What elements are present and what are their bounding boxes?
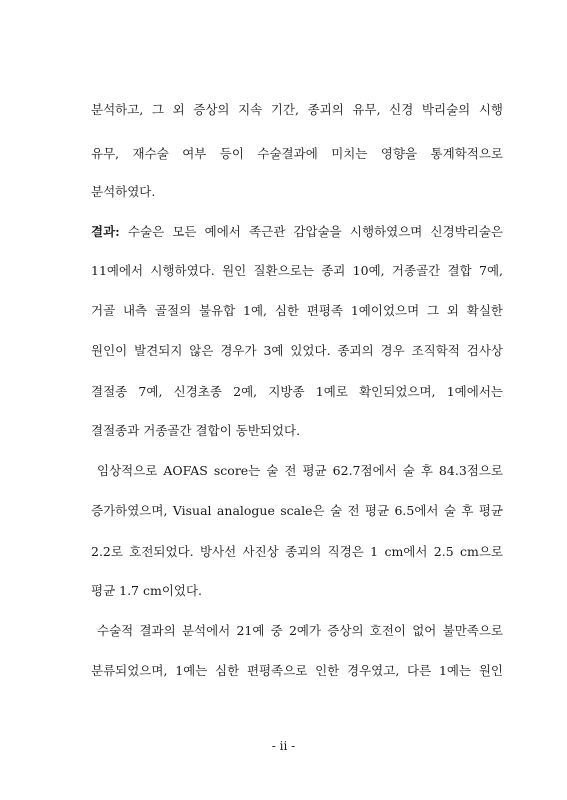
text-line: 분석하였다. — [91, 184, 156, 199]
text-line: 평균 1.7 cm이었다. — [91, 583, 203, 598]
text-line: 분석하고, 그 외 증상의 지속 기간, 종괴의 유무, 신경 박리술의 시행 — [91, 102, 503, 117]
text-line: 임상적으로 AOFAS score는 술 전 평균 62.7점에서 술 후 84.3점으로 — [97, 463, 503, 478]
text-line: 11예에서 시행하였다. 원인 질환으로는 종괴 10예, 거종골간 결합 7예, — [91, 263, 503, 278]
text-line: 유무, 재수술 여부 등이 수술결과에 미치는 영향을 통계학적으로 — [91, 146, 503, 161]
text-span: 수술은 모든 예에서 족근관 감압술을 시행하였으며 신경박리술은 — [119, 224, 503, 239]
text-line — [91, 224, 503, 240]
text-line: 거골 내측 골절의 불유합 1예, 심한 편평족 1예이었으며 그 외 확실한 — [91, 303, 503, 318]
text-line: 결절종 7예, 신경초종 2예, 지방종 1예로 확인되었으며, 1예에서는 — [91, 384, 503, 399]
text-line: 2.2로 호전되었다. 방사선 사진상 종괴의 직경은 1 cm에서 2.5 cm으로 — [91, 544, 503, 559]
text-line: 결절종과 거종골간 결합이 동반되었다. — [91, 423, 301, 438]
text-line: 원인이 발견되지 않은 경우가 3예 있었다. 종괴의 경우 조직학적 검사상 — [91, 343, 503, 358]
text-line: 증가하였으며, Visual analogue scale은 술 전 평균 6.5에서 술 후 평균 — [91, 503, 503, 518]
results-label: 결과: — [91, 224, 120, 239]
text-line: 분류되었으며, 1예는 심한 편평족으로 인한 경우였고, 다른 1예는 원인 — [91, 663, 503, 678]
text-line: 수술적 결과의 분석에서 21예 중 2예가 증상의 호전이 없어 불만족으로 — [97, 623, 503, 638]
page-number: - ii - — [271, 739, 296, 753]
